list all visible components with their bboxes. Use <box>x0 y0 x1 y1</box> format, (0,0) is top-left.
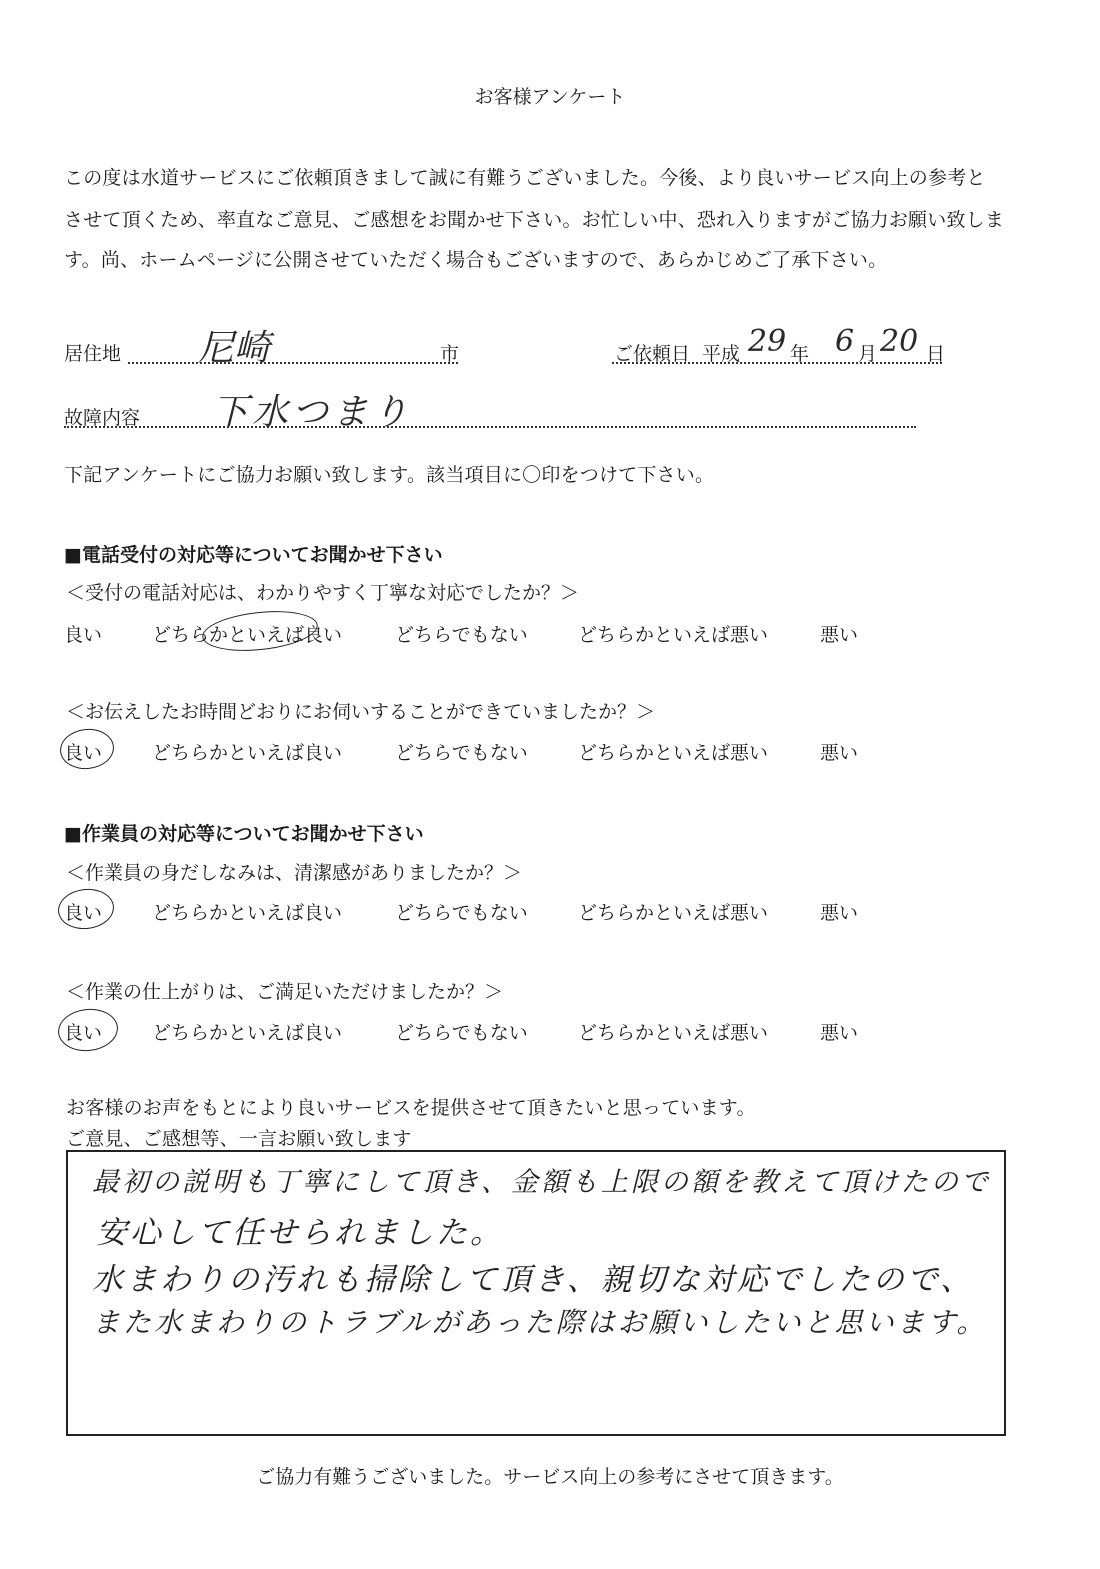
request-date-label: ご依頼日 <box>614 343 691 365</box>
section-worker-heading: ■作業員の対応等についてお聞かせ下さい <box>64 823 424 845</box>
q2-option-somewhat-bad[interactable]: どちらかといえば悪い <box>578 742 769 764</box>
question-appearance: ＜作業員の身だしなみは、清潔感がありましたか？＞ <box>66 862 523 884</box>
fault-label: 故障内容 <box>64 407 141 429</box>
request-date-era: 平成 <box>702 343 741 365</box>
footer-thanks: ご協力有難うございました。サービス向上の参考にさせて頂きます。 <box>256 1466 844 1488</box>
question-work-quality: ＜作業の仕上がりは、ご満足いただけましたか？＞ <box>66 981 504 1003</box>
q3-option-neutral[interactable]: どちらでもない <box>395 902 528 924</box>
request-date-year-unit: 年 <box>790 343 810 365</box>
section-phone-heading: ■電話受付の対応等についてお聞かせ下さい <box>64 544 443 566</box>
q4-option-bad[interactable]: 悪い <box>820 1022 859 1044</box>
residence-label: 居住地 <box>64 343 122 365</box>
comment-line-1: 最初の説明も丁寧にして頂き、金額も上限の額を教えて頂けたので <box>92 1167 991 1198</box>
question-arrival-time: ＜お伝えしたお時間どおりにお伺いすることができていましたか？＞ <box>66 701 656 723</box>
comment-line-3: 水まわりの汚れも掃除して頂き、親切な対応でしたので、 <box>92 1262 975 1298</box>
q3-option-somewhat-good[interactable]: どちらかといえば良い <box>152 902 343 924</box>
q1-option-bad[interactable]: 悪い <box>820 624 859 646</box>
request-date-underline <box>612 362 942 364</box>
residence-suffix: 市 <box>440 343 460 365</box>
residence-value: 尼崎 <box>198 328 271 369</box>
survey-title: お客様アンケート <box>474 86 626 108</box>
q4-selection-circle <box>56 1006 120 1054</box>
request-date-month: 6 <box>835 324 855 359</box>
q3-option-good[interactable]: 良い <box>64 902 103 924</box>
comment-intro: お客様のお声をもとにより良いサービスを提供させて頂きたいと思っています。 <box>66 1097 756 1119</box>
q1-option-neutral[interactable]: どちらでもない <box>395 624 528 646</box>
comment-label: ご意見、ご感想等、一言お願い致します <box>66 1128 412 1150</box>
request-date-day-unit: 日 <box>926 343 946 365</box>
q3-option-bad[interactable]: 悪い <box>820 902 859 924</box>
q4-option-somewhat-good[interactable]: どちらかといえば良い <box>152 1022 343 1044</box>
comment-line-4: また水まわりのトラブルがあった際はお願いしたいと思います。 <box>92 1306 988 1339</box>
intro-line-1: この度は水道サービスにご依頼頂きまして誠に有難うございました。今後、より良いサービス向上の参考と <box>64 167 986 189</box>
fault-value: 下水つまり <box>212 392 413 433</box>
q1-selection-circle <box>200 606 319 656</box>
fault-underline <box>64 426 916 428</box>
request-date-day: 20 <box>880 324 919 359</box>
q2-option-neutral[interactable]: どちらでもない <box>395 742 528 764</box>
q1-option-good[interactable]: 良い <box>64 624 103 646</box>
intro-line-3: す。尚、ホームページに公開させていただく場合もございますので、あらかじめご了承下さい。 <box>64 249 888 271</box>
request-date-year: 29 <box>748 324 787 359</box>
q2-option-good[interactable]: 良い <box>64 742 103 764</box>
q2-option-bad[interactable]: 悪い <box>820 742 859 764</box>
q3-option-somewhat-bad[interactable]: どちらかといえば悪い <box>578 902 769 924</box>
q1-option-somewhat-bad[interactable]: どちらかといえば悪い <box>578 624 769 646</box>
intro-line-2: させて頂くため、率直なご意見、ご感想をお聞かせ下さい。お忙しい中、恐れ入りますがご協力お願い致しま <box>64 209 1005 231</box>
q4-option-good[interactable]: 良い <box>64 1022 103 1044</box>
instruction: 下記アンケートにご協力お願い致します。該当項目に〇印をつけて下さい。 <box>64 464 715 486</box>
q1-option-somewhat-good[interactable]: どちらかといえば良い <box>152 624 343 646</box>
q4-option-somewhat-bad[interactable]: どちらかといえば悪い <box>578 1022 769 1044</box>
request-date-month-unit: 月 <box>858 343 878 365</box>
comment-line-2: 安心して任せられました。 <box>96 1215 504 1251</box>
residence-underline <box>128 362 458 364</box>
q2-option-somewhat-good[interactable]: どちらかといえば良い <box>152 742 343 764</box>
question-phone-clarity: ＜受付の電話対応は、わかりやすく丁寧な対応でしたか？＞ <box>66 582 580 604</box>
q4-option-neutral[interactable]: どちらでもない <box>395 1022 528 1044</box>
